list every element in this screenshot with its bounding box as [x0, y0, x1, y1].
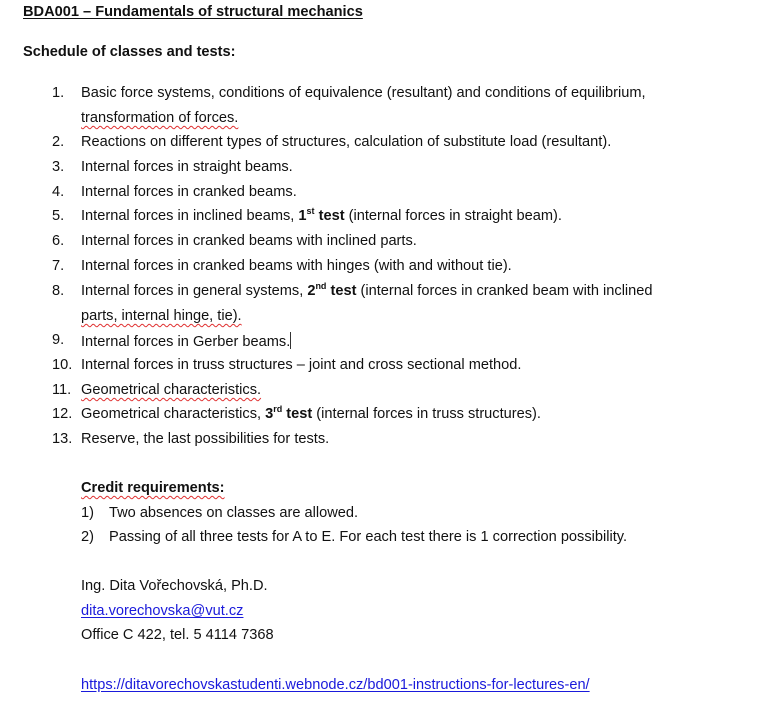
item-number: 4. [52, 184, 65, 200]
schedule-heading: Schedule of classes and tests: [23, 44, 236, 60]
item-text: parts, internal hinge, tie). [81, 308, 242, 324]
email-link[interactable]: dita.vorechovska@vut.cz [81, 603, 244, 619]
document-title: BDA001 – Fundamentals of structural mechanics [23, 4, 363, 20]
item-number: 1) [81, 505, 94, 521]
item-number: 9. [52, 332, 65, 348]
website-link[interactable]: https://ditavorechovskastudenti.webnode.cz/bd001-instructions-for-lectures-en/ [81, 677, 590, 693]
item-text: Internal forces in straight beams. [81, 159, 293, 175]
credit-requirements-heading: Credit requirements: [81, 480, 225, 496]
test-label: 2nd test [307, 281, 357, 299]
contact-name: Ing. Dita Vořechovská, Ph.D. [81, 578, 268, 594]
item-text: Geometrical characteristics. [81, 382, 262, 398]
item-text[interactable]: Internal forces in Gerber beams. [81, 334, 291, 350]
item-text: Two absences on classes are allowed. [109, 505, 359, 521]
item-number: 2. [52, 134, 65, 150]
item-number: 12. [52, 406, 73, 422]
item-text: Reserve, the last possibilities for tests. [81, 431, 330, 447]
item-number: 7. [52, 258, 65, 274]
item-number: 5. [52, 208, 65, 224]
item-number: 10. [52, 357, 73, 373]
item-number: 8. [52, 283, 65, 299]
item-text: Passing of all three tests for A to E. For each test there is 1 correction possibility. [109, 529, 628, 545]
item-number: 2) [81, 529, 94, 545]
item-number: 13. [52, 431, 73, 447]
website-row [81, 677, 590, 693]
test-label: 3rd test [265, 404, 313, 422]
item-text: Internal forces in truss structures – joint and cross sectional method. [81, 357, 522, 373]
item-number: 1. [52, 85, 65, 101]
text-cursor [290, 332, 291, 349]
contact-office: Office C 422, tel. 5 4114 7368 [81, 627, 274, 643]
item-text: Geometrical characteristics, 3rd test (internal forces in truss structures). [81, 404, 541, 422]
item-text: Internal forces in cranked beams. [81, 184, 297, 200]
contact-email-row [81, 603, 243, 619]
item-text: Internal forces in general systems, 2nd test (internal forces in cranked beam with inclined [81, 281, 653, 299]
item-text: Internal forces in cranked beams with hinges (with and without tie). [81, 258, 512, 274]
item-text: transformation of forces. [81, 110, 239, 126]
item-text: Reactions on different types of structures, calculation of substitute load (resultant). [81, 134, 612, 150]
item-text: Basic force systems, conditions of equivalence (resultant) and conditions of equilibrium, [81, 85, 646, 101]
item-number: 3. [52, 159, 65, 175]
item-text: Internal forces in inclined beams, 1st test (internal forces in straight beam). [81, 206, 562, 224]
item-text: Internal forces in cranked beams with inclined parts. [81, 233, 417, 249]
test-label: 1st test [298, 206, 345, 224]
item-number: 11. [52, 382, 72, 398]
item-number: 6. [52, 233, 65, 249]
